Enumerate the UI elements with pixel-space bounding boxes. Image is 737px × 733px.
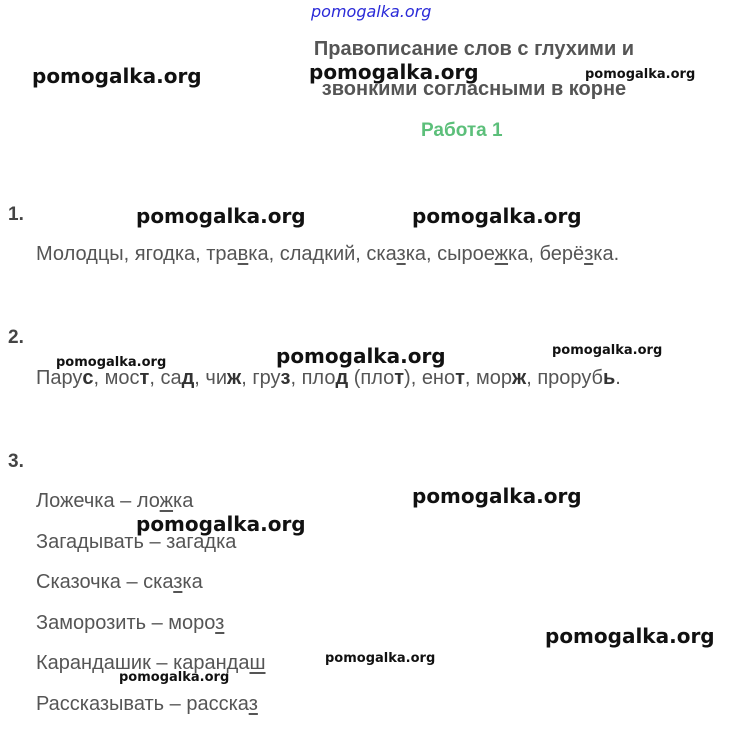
watermark: pomogalka.org	[585, 67, 695, 82]
word-pair	[36, 693, 266, 733]
word-part: ,	[241, 367, 252, 389]
pair-left: Карандашик –	[36, 652, 173, 674]
underlined-letter: ж	[160, 490, 173, 512]
word-part: ,	[194, 367, 205, 389]
underlined-letter: д	[204, 531, 216, 553]
pair-left: Сказочка –	[36, 571, 143, 593]
pair-left: Загадывать –	[36, 531, 166, 553]
underlined-letter: д	[163, 243, 175, 265]
word-part: ка	[216, 531, 236, 553]
word-part: сла	[280, 243, 313, 265]
word-part: гру	[252, 367, 280, 389]
word-part: кий,	[324, 243, 366, 265]
watermark-top: pomogalka.org	[311, 2, 431, 21]
page-title	[270, 37, 678, 101]
watermark: pomogalka.org	[119, 670, 229, 685]
word-part: ено	[422, 367, 455, 389]
watermark: pomogalka.org	[56, 355, 166, 370]
word-part: чи	[205, 367, 227, 389]
watermark: pomogalka.org	[136, 512, 306, 536]
word-part: мос	[105, 367, 140, 389]
bold-letter: т	[394, 367, 404, 389]
task-2-answer	[36, 367, 621, 390]
word-part: проруб	[537, 367, 603, 389]
word-part: ка	[182, 571, 202, 593]
word-part: зага	[166, 531, 204, 553]
word-part: ска	[143, 571, 173, 593]
page-subtitle: Работа 1	[421, 120, 503, 142]
underlined-letter: д	[86, 243, 98, 265]
word-part: сырое	[437, 243, 495, 265]
word-part: тра	[206, 243, 237, 265]
word-part: расска	[186, 693, 248, 715]
bold-letter: з	[281, 367, 291, 389]
task-number: 3.	[8, 451, 24, 473]
word-part: Моло	[36, 243, 86, 265]
watermark: pomogalka.org	[276, 344, 446, 368]
word-part: ),	[404, 367, 422, 389]
word-pair	[36, 531, 266, 572]
underlined-letter: ж	[495, 243, 508, 265]
word-part: яго	[135, 243, 163, 265]
watermark: pomogalka.org	[325, 651, 435, 666]
pair-left: Заморозить –	[36, 612, 168, 634]
word-pair	[36, 571, 266, 612]
word-part: ска	[366, 243, 396, 265]
watermark: pomogalka.org	[552, 343, 662, 358]
bold-letter: д	[182, 367, 195, 389]
word-part: ,	[526, 367, 537, 389]
word-part: ка,	[175, 243, 206, 265]
task-number: 2.	[8, 327, 24, 349]
word-part: моро	[168, 612, 215, 634]
bold-letter: т	[455, 367, 465, 389]
word-part: ка.	[593, 243, 619, 265]
bold-letter: ж	[512, 367, 526, 389]
watermark: pomogalka.org	[412, 204, 582, 228]
watermark: pomogalka.org	[309, 60, 479, 84]
watermark: pomogalka.org	[412, 484, 582, 508]
word-part: ,	[94, 367, 105, 389]
word-part: пло	[302, 367, 336, 389]
word-part: мор	[476, 367, 512, 389]
underlined-letter: в	[238, 243, 249, 265]
bold-letter: ь	[603, 367, 615, 389]
watermark: pomogalka.org	[545, 624, 715, 648]
task-number: 1.	[8, 204, 24, 226]
task-1-answer	[36, 243, 619, 266]
bold-letter: т	[140, 367, 150, 389]
watermark: pomogalka.org	[136, 204, 306, 228]
underlined-letter: з	[249, 693, 258, 715]
word-part: ка,	[248, 243, 279, 265]
underlined-letter: з	[584, 243, 593, 265]
underlined-letter: з	[173, 571, 182, 593]
word-part: ка	[173, 490, 193, 512]
word-part: ,	[465, 367, 476, 389]
pair-left: Ложечка –	[36, 490, 137, 512]
word-pair	[36, 612, 266, 653]
bold-letter: ж	[227, 367, 241, 389]
word-part: ка,	[508, 243, 539, 265]
word-part: Пару	[36, 367, 82, 389]
bold-letter: д	[335, 367, 348, 389]
title-line-2: звонкими согласными в корне	[270, 77, 678, 101]
underlined-letter: з	[397, 243, 406, 265]
underlined-letter: д	[313, 243, 325, 265]
underlined-letter: ш	[249, 652, 265, 674]
word-part: ,	[290, 367, 301, 389]
watermark: pomogalka.org	[32, 64, 202, 88]
word-part: ,	[149, 367, 160, 389]
title-line-1: Правописание слов с глухими и	[270, 37, 678, 61]
word-part: са	[160, 367, 181, 389]
word-part: ло	[137, 490, 160, 512]
word-part: цы,	[98, 243, 135, 265]
word-part: ка,	[406, 243, 437, 265]
word-part: .	[615, 367, 621, 389]
pair-left: Рассказывать –	[36, 693, 186, 715]
underlined-letter: з	[215, 612, 224, 634]
word-part: (пло	[354, 367, 395, 389]
word-part: берё	[539, 243, 584, 265]
bold-letter: с	[82, 367, 93, 389]
word-part: каранда	[173, 652, 249, 674]
